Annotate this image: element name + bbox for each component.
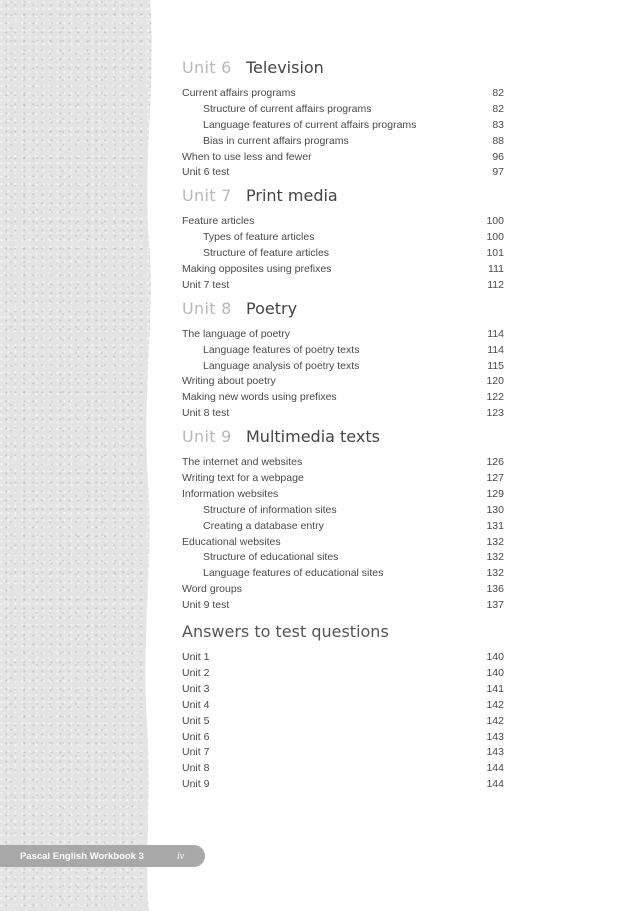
- toc-entry[interactable]: [182, 698, 504, 714]
- entry-label: Information websites: [182, 487, 279, 500]
- entry-page: 142: [486, 698, 504, 711]
- entry-page: 130: [486, 503, 504, 516]
- entry-page: 132: [486, 535, 504, 548]
- entry-page: 126: [486, 456, 504, 469]
- book-title: Pascal English Workbook 3: [20, 850, 144, 862]
- toc-entry[interactable]: [182, 262, 504, 278]
- entry-label: Unit 9 test: [182, 599, 230, 612]
- entry-page: 122: [486, 391, 504, 404]
- toc-entry[interactable]: [182, 327, 504, 343]
- entry-page: 82: [492, 102, 504, 115]
- entry-page: 97: [492, 166, 504, 179]
- entry-label: Unit 6 test: [182, 166, 230, 179]
- entry-label: Structure of feature articles: [203, 247, 330, 260]
- unit-number: Unit 8: [182, 298, 232, 318]
- entry-page: 114: [487, 327, 504, 340]
- toc-entry[interactable]: [182, 745, 504, 761]
- toc-entry[interactable]: [182, 650, 504, 666]
- entry-page: 143: [486, 730, 504, 743]
- entry-page: 144: [486, 778, 504, 791]
- entry-label: Language analysis of poetry texts: [203, 359, 360, 372]
- entry-label: Unit 5: [182, 714, 210, 727]
- unit-section: [182, 299, 504, 422]
- toc-subentry[interactable]: [182, 343, 504, 359]
- toc-entry[interactable]: [182, 471, 504, 487]
- toc-entry[interactable]: [182, 390, 504, 406]
- unit-title: Print media: [246, 186, 338, 206]
- entry-page: 123: [486, 407, 504, 420]
- unit-title: Poetry: [246, 298, 298, 318]
- toc-entry[interactable]: [182, 682, 504, 698]
- entry-label: Structure of educational sites: [203, 551, 339, 564]
- entry-label: Unit 9: [182, 778, 210, 791]
- toc-entry[interactable]: [182, 730, 504, 746]
- toc-entry[interactable]: [182, 535, 504, 551]
- entry-page: 82: [492, 87, 504, 99]
- entry-page: 129: [486, 487, 504, 500]
- unit-number: Unit 6: [182, 58, 232, 77]
- toc-entry[interactable]: [182, 598, 504, 614]
- entry-label: Unit 7: [182, 746, 210, 759]
- toc-entry[interactable]: [182, 278, 504, 294]
- entry-label: Unit 6: [182, 730, 210, 743]
- entry-label: Unit 3: [182, 682, 210, 695]
- wavy-edge-decoration: [0, 0, 200, 911]
- entry-page: 132: [486, 551, 504, 564]
- toc-subentry[interactable]: [182, 102, 504, 118]
- side-texture-panel: [0, 0, 200, 911]
- entry-page: 100: [486, 215, 504, 228]
- entry-label: The internet and websites: [182, 456, 303, 469]
- entry-label: Current affairs programs: [182, 87, 296, 99]
- entry-page: 115: [487, 359, 504, 372]
- entry-label: Unit 1: [182, 651, 210, 664]
- answers-section: [182, 622, 504, 793]
- entry-page: 141: [486, 682, 504, 695]
- entry-label: Unit 2: [182, 666, 210, 679]
- toc-entry[interactable]: [182, 406, 504, 422]
- toc-subentry[interactable]: [182, 359, 504, 375]
- toc-entry[interactable]: [182, 374, 504, 390]
- entry-page: 112: [487, 278, 504, 291]
- answers-heading: Answers to test questions: [182, 622, 389, 642]
- unit-heading: [182, 58, 504, 86]
- entry-page: 111: [488, 263, 504, 276]
- unit-title: Multimedia texts: [246, 427, 380, 447]
- entry-label: Structure of information sites: [203, 503, 337, 516]
- toc-subentry[interactable]: [182, 566, 504, 582]
- entry-page: 140: [486, 651, 504, 664]
- entry-page: 83: [492, 118, 504, 131]
- unit-number: Unit 9: [182, 427, 232, 447]
- entry-label: Feature articles: [182, 215, 255, 228]
- entry-page: 100: [486, 231, 504, 244]
- entry-page: 140: [486, 666, 504, 679]
- entry-label: The language of poetry: [182, 327, 290, 340]
- entry-label: When to use less and fewer: [182, 150, 312, 163]
- entry-page: 88: [492, 134, 504, 147]
- toc-entry[interactable]: [182, 86, 504, 102]
- entry-label: Writing text for a webpage: [182, 472, 304, 485]
- entry-label: Language features of current affairs programs: [203, 118, 417, 131]
- entry-label: Bias in current affairs programs: [203, 134, 349, 147]
- entry-page: 127: [486, 472, 504, 485]
- unit-section: [182, 427, 504, 614]
- toc-subentry[interactable]: [182, 503, 504, 519]
- table-of-contents: [182, 58, 504, 798]
- toc-subentry[interactable]: [182, 519, 504, 535]
- entry-label: Word groups: [182, 583, 242, 596]
- unit-heading: [182, 186, 504, 214]
- entry-page: 120: [486, 375, 504, 388]
- entry-label: Making new words using prefixes: [182, 391, 337, 404]
- unit-heading: [182, 427, 504, 455]
- entry-label: Unit 4: [182, 698, 210, 711]
- toc-subentry[interactable]: [182, 134, 504, 150]
- entry-page: 131: [486, 519, 504, 532]
- unit-section: [182, 186, 504, 293]
- unit-section: [182, 58, 504, 181]
- toc-subentry[interactable]: [182, 118, 504, 134]
- page-number: iv: [177, 850, 185, 862]
- entry-label: Unit 8 test: [182, 407, 230, 420]
- toc-subentry[interactable]: [182, 230, 504, 246]
- entry-page: 96: [492, 150, 504, 163]
- entry-label: Making opposites using prefixes: [182, 263, 332, 276]
- entry-label: Structure of current affairs programs: [203, 102, 372, 115]
- unit-heading: [182, 299, 504, 327]
- toc-entry[interactable]: [182, 761, 504, 777]
- entry-page: 136: [486, 583, 504, 596]
- toc-entry[interactable]: [182, 582, 504, 598]
- entry-label: Writing about poetry: [182, 375, 276, 388]
- toc-subentry[interactable]: [182, 246, 504, 262]
- entry-page: 101: [486, 247, 504, 260]
- toc-entry[interactable]: [182, 666, 504, 682]
- toc-entry[interactable]: [182, 455, 504, 471]
- toc-entry[interactable]: [182, 165, 504, 181]
- entry-label: Language features of educational sites: [203, 567, 384, 580]
- unit-number: Unit 7: [182, 186, 232, 206]
- footer-bar: [0, 845, 205, 867]
- entry-page: 143: [486, 746, 504, 759]
- entry-label: Creating a database entry: [203, 519, 324, 532]
- toc-entry[interactable]: [182, 214, 504, 230]
- toc-entry[interactable]: [182, 777, 504, 793]
- entry-label: Language features of poetry texts: [203, 343, 360, 356]
- toc-entry[interactable]: [182, 150, 504, 166]
- entry-label: Types of feature articles: [203, 231, 315, 244]
- entry-page: 144: [486, 762, 504, 775]
- toc-entry[interactable]: [182, 714, 504, 730]
- entry-page: 142: [486, 714, 504, 727]
- entry-page: 137: [486, 599, 504, 612]
- entry-label: Unit 8: [182, 762, 210, 775]
- entry-page: 132: [486, 567, 504, 580]
- toc-entry[interactable]: [182, 487, 504, 503]
- entry-label: Educational websites: [182, 535, 281, 548]
- unit-title: Television: [246, 58, 324, 77]
- entry-label: Unit 7 test: [182, 278, 230, 291]
- toc-subentry[interactable]: [182, 550, 504, 566]
- entry-page: 114: [487, 343, 504, 356]
